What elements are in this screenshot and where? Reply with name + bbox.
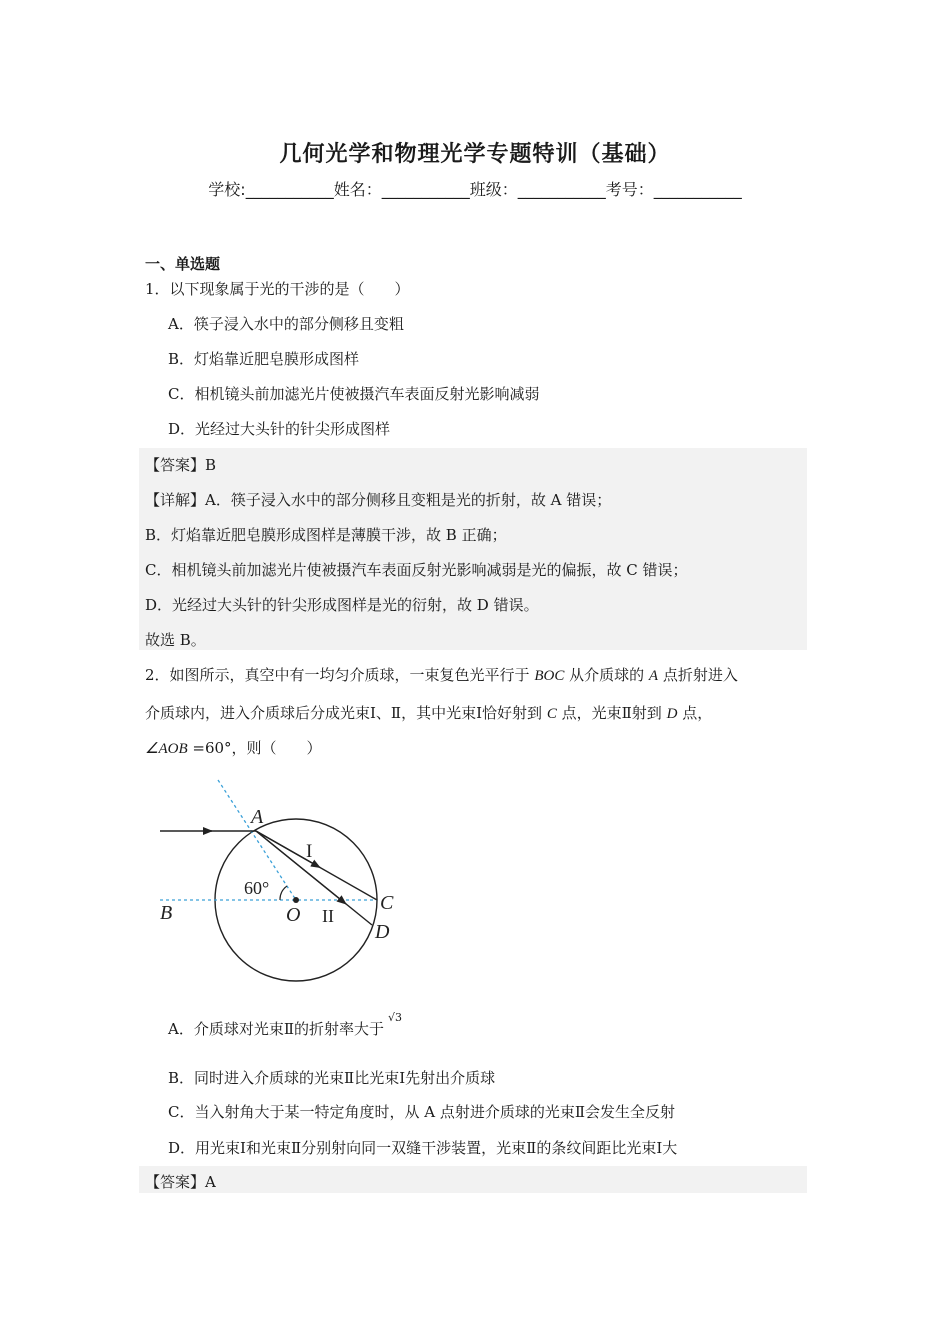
q1-explanation-3: C．相机镜头前加滤光片使被摄汽车表面反射光影响减弱是光的偏振，故 C 错误； [145,561,688,579]
q1-explanation-5: 故选 B。 [145,631,206,649]
q2-answer: 【答案】A [145,1173,216,1191]
q1-option-a: A．筷子浸入水中的部分侧移且变粗 [168,315,404,333]
q1-explanation-1: 【详解】A．筷子浸入水中的部分侧移且变粗是光的折射，故 A 错误； [145,491,612,509]
page-title: 几何光学和物理光学专题特训（基础） [279,142,671,167]
q2-stem-line-1: 2．如图所示，真空中有一均匀介质球，一束复色光平行于 BOC 从介质球的 A 点折射进入 [145,666,738,684]
q1-explanation-2: B．灯焰靠近肥皂膜形成图样是薄膜干涉，故 B 正确； [145,526,507,544]
q2-option-c: C．当入射角大于某一特定角度时，从 A 点射进介质球的光束Ⅱ会发生全反射 [168,1103,676,1121]
label-b: B [160,902,173,924]
q1-option-b: B．灯焰靠近肥皂膜形成图样 [168,350,360,368]
student-info-line: 学校:___________姓名：___________班级：___________考号：___________ [208,180,742,199]
label-beam-i: I [306,841,313,862]
sqrt-three: √3 [388,1011,403,1024]
label-d: D [375,921,390,943]
q2-option-d: D．用光束Ⅰ和光束Ⅱ分别射向同一双缝干涉装置，光束Ⅱ的条纹间距比光束Ⅰ大 [168,1139,678,1157]
q2-answer-block [139,1166,807,1193]
q1-explanation-4: D．光经过大头针的针尖形成图样是光的衍射，故 D 错误。 [145,596,539,614]
q1-answer: 【答案】B [145,456,217,474]
label-c: C [380,892,394,914]
q1-answer-block [139,448,807,650]
q1-option-d: D．光经过大头针的针尖形成图样 [168,420,391,438]
q2-option-a: A．介质球对光束Ⅱ的折射率大于$^{√3}$ [168,1011,403,1038]
beam-ii-arrow [256,831,346,904]
q1-option-c: C．相机镜头前加滤光片使被摄汽车表面反射光影响减弱 [168,385,540,403]
optics-diagram [150,775,420,990]
section-title: 一、单选题 [145,255,221,273]
q1-stem: 1．以下现象属于光的干涉的是（ ） [145,280,410,298]
label-a: A [251,806,264,828]
angle-arc [280,886,287,900]
q2-option-b: B．同时进入介质球的光束Ⅱ比光束Ⅰ先射出介质球 [168,1069,496,1087]
center-point-o [293,897,299,903]
label-beam-ii: II [322,906,334,926]
q2-stem-line-3: ∠AOB =60°，则（ ） [145,739,322,757]
q2-stem-line-2: 介质球内，进入介质球后分成光束Ⅰ、Ⅱ，其中光束Ⅰ恰好射到 C 点，光束Ⅱ射到 D 点， [145,704,713,722]
label-angle: 60° [244,878,270,898]
label-o: O [286,904,301,926]
